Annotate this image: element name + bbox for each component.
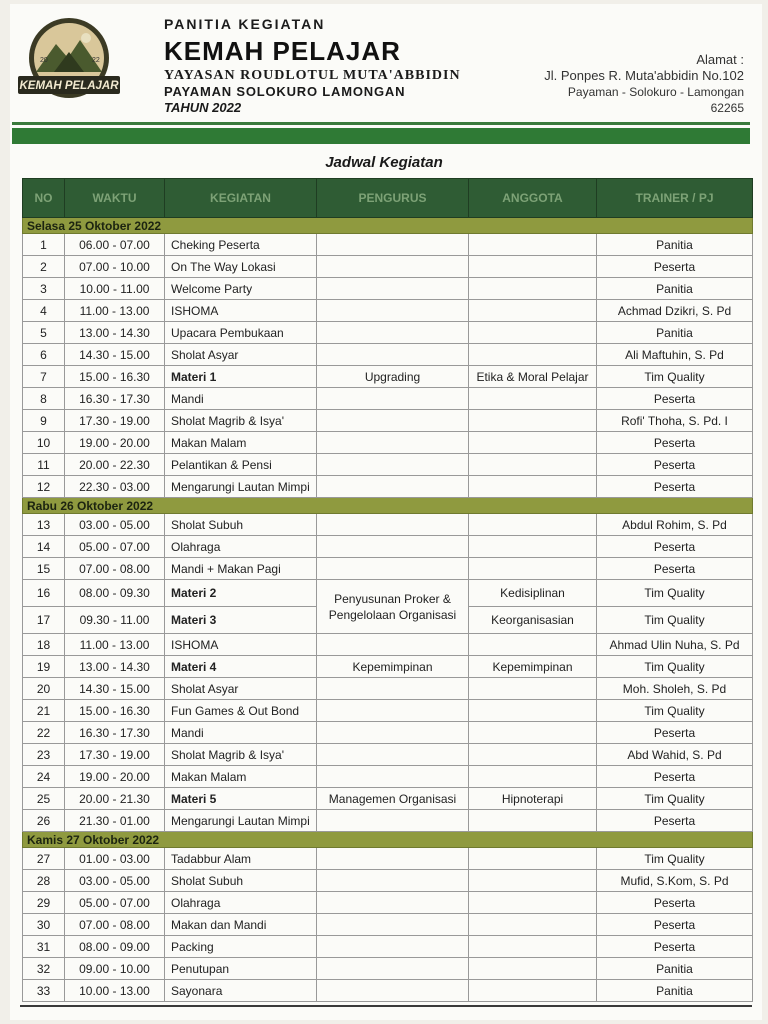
column-header-no: NO	[23, 179, 65, 218]
row-no: 22	[23, 722, 65, 744]
row-activity: Fun Games & Out Bond	[165, 700, 317, 722]
row-activity: Mandi	[165, 388, 317, 410]
table-row	[23, 536, 753, 558]
row-activity: ISHOMA	[165, 300, 317, 322]
row-activity: Sholat Magrib & Isya'	[165, 744, 317, 766]
row-activity: Materi 5	[165, 788, 317, 810]
row-activity: Sholat Magrib & Isya'	[165, 410, 317, 432]
row-no: 31	[23, 936, 65, 958]
row-activity: ISHOMA	[165, 634, 317, 656]
row-activity: Materi 2	[165, 580, 317, 607]
row-anggota	[469, 514, 597, 536]
row-no: 16	[23, 580, 65, 607]
column-header-waktu: WAKTU	[65, 179, 165, 218]
column-header-trainer: TRAINER / PJ	[597, 179, 753, 218]
table-row	[23, 366, 753, 388]
row-anggota	[469, 300, 597, 322]
row-trainer: Peserta	[597, 810, 753, 832]
row-activity: Olahraga	[165, 536, 317, 558]
row-pengurus: Managemen Organisasi	[317, 788, 469, 810]
schedule-table	[22, 178, 753, 1002]
row-anggota	[469, 678, 597, 700]
row-pengurus: Upgrading	[317, 366, 469, 388]
row-no: 4	[23, 300, 65, 322]
row-anggota	[469, 558, 597, 580]
row-time: 19.00 - 20.00	[65, 432, 165, 454]
row-time: 03.00 - 05.00	[65, 514, 165, 536]
row-activity: Materi 3	[165, 607, 317, 634]
row-time: 05.00 - 07.00	[65, 892, 165, 914]
row-trainer: Peserta	[597, 892, 753, 914]
row-trainer: Abdul Rohim, S. Pd	[597, 514, 753, 536]
table-header-row	[23, 179, 753, 218]
row-trainer: Panitia	[597, 322, 753, 344]
table-row	[23, 514, 753, 536]
row-time: 10.00 - 13.00	[65, 980, 165, 1002]
row-pengurus	[317, 580, 469, 634]
row-trainer: Ahmad Ulin Nuha, S. Pd	[597, 634, 753, 656]
row-no: 27	[23, 848, 65, 870]
row-trainer: Panitia	[597, 234, 753, 256]
row-trainer: Panitia	[597, 958, 753, 980]
row-pengurus	[317, 870, 469, 892]
table-row	[23, 234, 753, 256]
row-anggota	[469, 766, 597, 788]
row-activity: Olahraga	[165, 892, 317, 914]
row-anggota	[469, 256, 597, 278]
table-row	[23, 788, 753, 810]
table-row	[23, 388, 753, 410]
row-pengurus-line-1: Penyusunan Proker &	[334, 591, 451, 606]
row-no: 26	[23, 810, 65, 832]
row-trainer: Tim Quality	[597, 788, 753, 810]
row-activity: Makan Malam	[165, 432, 317, 454]
row-anggota	[469, 432, 597, 454]
row-activity: Materi 4	[165, 656, 317, 678]
row-anggota	[469, 454, 597, 476]
row-activity: Makan dan Mandi	[165, 914, 317, 936]
row-no: 7	[23, 366, 65, 388]
row-anggota	[469, 344, 597, 366]
row-pengurus	[317, 634, 469, 656]
row-pengurus	[317, 914, 469, 936]
row-activity: Mengarungi Lautan Mimpi	[165, 476, 317, 498]
row-anggota	[469, 536, 597, 558]
row-trainer: Tim Quality	[597, 700, 753, 722]
row-no: 5	[23, 322, 65, 344]
row-pengurus	[317, 536, 469, 558]
row-no: 32	[23, 958, 65, 980]
address-block	[544, 52, 744, 116]
row-no: 2	[23, 256, 65, 278]
table-row	[23, 634, 753, 656]
row-trainer: Peserta	[597, 432, 753, 454]
row-no: 20	[23, 678, 65, 700]
row-no: 30	[23, 914, 65, 936]
row-time: 17.30 - 19.00	[65, 410, 165, 432]
table-row	[23, 558, 753, 580]
row-trainer: Abd Wahid, S. Pd	[597, 744, 753, 766]
header-divider-band	[12, 128, 750, 144]
row-time: 19.00 - 20.00	[65, 766, 165, 788]
row-no: 29	[23, 892, 65, 914]
row-trainer: Tim Quality	[597, 607, 753, 634]
table-row	[23, 936, 753, 958]
row-anggota	[469, 744, 597, 766]
table-row	[23, 722, 753, 744]
table-row	[23, 958, 753, 980]
row-pengurus	[317, 388, 469, 410]
row-anggota	[469, 278, 597, 300]
row-pengurus	[317, 454, 469, 476]
row-activity: Packing	[165, 936, 317, 958]
table-row	[23, 656, 753, 678]
table-row	[23, 454, 753, 476]
row-trainer: Mufid, S.Kom, S. Pd	[597, 870, 753, 892]
row-anggota: Kedisiplinan	[469, 580, 597, 607]
row-activity: Cheking Peserta	[165, 234, 317, 256]
row-pengurus	[317, 722, 469, 744]
row-activity: Mengarungi Lautan Mimpi	[165, 810, 317, 832]
row-trainer: Achmad Dzikri, S. Pd	[597, 300, 753, 322]
row-anggota	[469, 234, 597, 256]
row-activity: Penutupan	[165, 958, 317, 980]
row-activity: On The Way Lokasi	[165, 256, 317, 278]
row-activity: Sholat Subuh	[165, 870, 317, 892]
row-pengurus	[317, 892, 469, 914]
row-time: 07.00 - 08.00	[65, 914, 165, 936]
row-no: 3	[23, 278, 65, 300]
row-time: 13.00 - 14.30	[65, 322, 165, 344]
row-trainer: Peserta	[597, 766, 753, 788]
row-activity: Makan Malam	[165, 766, 317, 788]
row-anggota	[469, 870, 597, 892]
row-activity: Sholat Subuh	[165, 514, 317, 536]
row-time: 17.30 - 19.00	[65, 744, 165, 766]
row-trainer: Rofi' Thoha, S. Pd. I	[597, 410, 753, 432]
row-trainer: Tim Quality	[597, 366, 753, 388]
row-no: 8	[23, 388, 65, 410]
row-pengurus	[317, 744, 469, 766]
row-no: 23	[23, 744, 65, 766]
row-no: 6	[23, 344, 65, 366]
section-label: Rabu 26 Oktober 2022	[23, 498, 753, 514]
column-header-kegiatan: KEGIATAN	[165, 179, 317, 218]
row-pengurus	[317, 936, 469, 958]
row-activity: Upacara Pembukaan	[165, 322, 317, 344]
table-row	[23, 892, 753, 914]
table-row	[23, 810, 753, 832]
header-divider-thin	[12, 122, 750, 125]
row-no: 18	[23, 634, 65, 656]
table-row	[23, 344, 753, 366]
row-activity: Materi 1	[165, 366, 317, 388]
row-anggota	[469, 322, 597, 344]
column-header-pengurus: PENGURUS	[317, 179, 469, 218]
row-no: 28	[23, 870, 65, 892]
row-no: 9	[23, 410, 65, 432]
row-pengurus	[317, 344, 469, 366]
table-row	[23, 744, 753, 766]
row-pengurus-line-2: Pengelolaan Organisasi	[328, 607, 457, 622]
row-time: 05.00 - 07.00	[65, 536, 165, 558]
svg-text:20: 20	[40, 57, 48, 64]
row-time: 01.00 - 03.00	[65, 848, 165, 870]
row-anggota: Kepemimpinan	[469, 656, 597, 678]
row-anggota	[469, 634, 597, 656]
row-no: 13	[23, 514, 65, 536]
table-row	[23, 870, 753, 892]
event-logo	[16, 14, 122, 106]
row-pengurus	[317, 810, 469, 832]
row-no: 15	[23, 558, 65, 580]
event-title: KEMAH PELAJAR	[164, 36, 401, 66]
row-pengurus	[317, 256, 469, 278]
row-pengurus	[317, 514, 469, 536]
table-row	[23, 700, 753, 722]
row-no: 11	[23, 454, 65, 476]
table-row	[23, 300, 753, 322]
row-no: 33	[23, 980, 65, 1002]
row-time: 16.30 - 17.30	[65, 722, 165, 744]
row-pengurus	[317, 322, 469, 344]
row-time: 09.30 - 11.00	[65, 607, 165, 634]
committee-label: PANITIA KEGIATAN	[164, 16, 326, 32]
row-no: 1	[23, 234, 65, 256]
svg-text:22: 22	[92, 57, 100, 64]
row-time: 07.00 - 08.00	[65, 558, 165, 580]
row-pengurus	[317, 300, 469, 322]
section-label: Kamis 27 Oktober 2022	[23, 832, 753, 848]
row-pengurus	[317, 700, 469, 722]
row-trainer: Panitia	[597, 980, 753, 1002]
row-no: 21	[23, 700, 65, 722]
row-time: 11.00 - 13.00	[65, 300, 165, 322]
row-pengurus: Kepemimpinan	[317, 656, 469, 678]
row-pengurus	[317, 678, 469, 700]
table-row	[23, 432, 753, 454]
row-trainer: Moh. Sholeh, S. Pd	[597, 678, 753, 700]
column-header-anggota: ANGGOTA	[469, 179, 597, 218]
row-anggota	[469, 914, 597, 936]
row-time: 15.00 - 16.30	[65, 700, 165, 722]
row-pengurus	[317, 476, 469, 498]
row-activity: Mandi + Makan Pagi	[165, 558, 317, 580]
row-time: 08.00 - 09.00	[65, 936, 165, 958]
row-no: 19	[23, 656, 65, 678]
row-trainer: Peserta	[597, 722, 753, 744]
row-trainer: Peserta	[597, 388, 753, 410]
row-time: 09.00 - 10.00	[65, 958, 165, 980]
row-trainer: Peserta	[597, 936, 753, 958]
address-line-2: Payaman - Solokuro - Lamongan	[567, 85, 744, 99]
row-time: 16.30 - 17.30	[65, 388, 165, 410]
row-no: 12	[23, 476, 65, 498]
table-row	[23, 256, 753, 278]
row-anggota	[469, 476, 597, 498]
table-row	[23, 766, 753, 788]
row-trainer: Tim Quality	[597, 656, 753, 678]
row-activity: Welcome Party	[165, 278, 317, 300]
row-time: 20.00 - 22.30	[65, 454, 165, 476]
row-pengurus	[317, 278, 469, 300]
row-activity: Sholat Asyar	[165, 344, 317, 366]
row-activity: Tadabbur Alam	[165, 848, 317, 870]
table-row	[23, 476, 753, 498]
row-anggota: Keorganisasian	[469, 607, 597, 634]
row-time: 06.00 - 07.00	[65, 234, 165, 256]
table-row	[23, 980, 753, 1002]
place-name: PAYAMAN SOLOKURO LAMONGAN	[164, 84, 406, 99]
row-anggota	[469, 410, 597, 432]
row-pengurus	[317, 958, 469, 980]
row-anggota: Hipnoterapi	[469, 788, 597, 810]
address-line-1: Jl. Ponpes R. Muta'abbidin No.102	[544, 68, 744, 83]
row-anggota	[469, 700, 597, 722]
section-row	[23, 218, 753, 234]
row-anggota	[469, 980, 597, 1002]
row-pengurus	[317, 980, 469, 1002]
table-bottom-rule	[20, 1005, 752, 1007]
row-pengurus	[317, 558, 469, 580]
table-row	[23, 848, 753, 870]
row-anggota	[469, 848, 597, 870]
row-trainer: Peserta	[597, 914, 753, 936]
row-time: 20.00 - 21.30	[65, 788, 165, 810]
table-row	[23, 914, 753, 936]
row-anggota: Etika & Moral Pelajar	[469, 366, 597, 388]
row-no: 14	[23, 536, 65, 558]
row-time: 15.00 - 16.30	[65, 366, 165, 388]
section-row	[23, 832, 753, 848]
row-trainer: Peserta	[597, 536, 753, 558]
row-activity: Sayonara	[165, 980, 317, 1002]
row-trainer: Ali Maftuhin, S. Pd	[597, 344, 753, 366]
row-trainer: Tim Quality	[597, 848, 753, 870]
row-time: 13.00 - 14.30	[65, 656, 165, 678]
row-time: 14.30 - 15.00	[65, 678, 165, 700]
row-anggota	[469, 958, 597, 980]
table-row	[23, 322, 753, 344]
row-trainer: Peserta	[597, 558, 753, 580]
row-time: 22.30 - 03.00	[65, 476, 165, 498]
svg-text:KEMAH PELAJAR: KEMAH PELAJAR	[19, 80, 119, 92]
address-label: Alamat :	[696, 52, 744, 67]
row-trainer: Tim Quality	[597, 580, 753, 607]
schedule-title: Jadwal Kegiatan	[325, 154, 443, 171]
row-pengurus	[317, 234, 469, 256]
table-row	[23, 278, 753, 300]
table-row	[23, 410, 753, 432]
row-time: 21.30 - 01.00	[65, 810, 165, 832]
table-row	[23, 678, 753, 700]
address-line-3: 62265	[710, 101, 744, 115]
row-time: 10.00 - 11.00	[65, 278, 165, 300]
row-anggota	[469, 936, 597, 958]
row-no: 10	[23, 432, 65, 454]
foundation-name: YAYASAN ROUDLOTUL MUTA'ABBIDIN	[164, 68, 461, 83]
section-row	[23, 498, 753, 514]
table-row	[23, 580, 753, 607]
row-no: 25	[23, 788, 65, 810]
row-anggota	[469, 892, 597, 914]
row-activity: Sholat Asyar	[165, 678, 317, 700]
row-time: 03.00 - 05.00	[65, 870, 165, 892]
row-time: 11.00 - 13.00	[65, 634, 165, 656]
row-time: 07.00 - 10.00	[65, 256, 165, 278]
row-pengurus	[317, 410, 469, 432]
section-label: Selasa 25 Oktober 2022	[23, 218, 753, 234]
row-anggota	[469, 722, 597, 744]
row-pengurus	[317, 432, 469, 454]
row-anggota	[469, 810, 597, 832]
row-pengurus	[317, 848, 469, 870]
row-time: 08.00 - 09.30	[65, 580, 165, 607]
row-trainer: Peserta	[597, 256, 753, 278]
row-trainer: Peserta	[597, 454, 753, 476]
row-time: 14.30 - 15.00	[65, 344, 165, 366]
row-pengurus	[317, 766, 469, 788]
row-activity: Pelantikan & Pensi	[165, 454, 317, 476]
row-trainer: Panitia	[597, 278, 753, 300]
row-activity: Mandi	[165, 722, 317, 744]
row-trainer: Peserta	[597, 476, 753, 498]
row-no: 24	[23, 766, 65, 788]
year-label: TAHUN 2022	[164, 100, 242, 115]
row-anggota	[469, 388, 597, 410]
row-no: 17	[23, 607, 65, 634]
